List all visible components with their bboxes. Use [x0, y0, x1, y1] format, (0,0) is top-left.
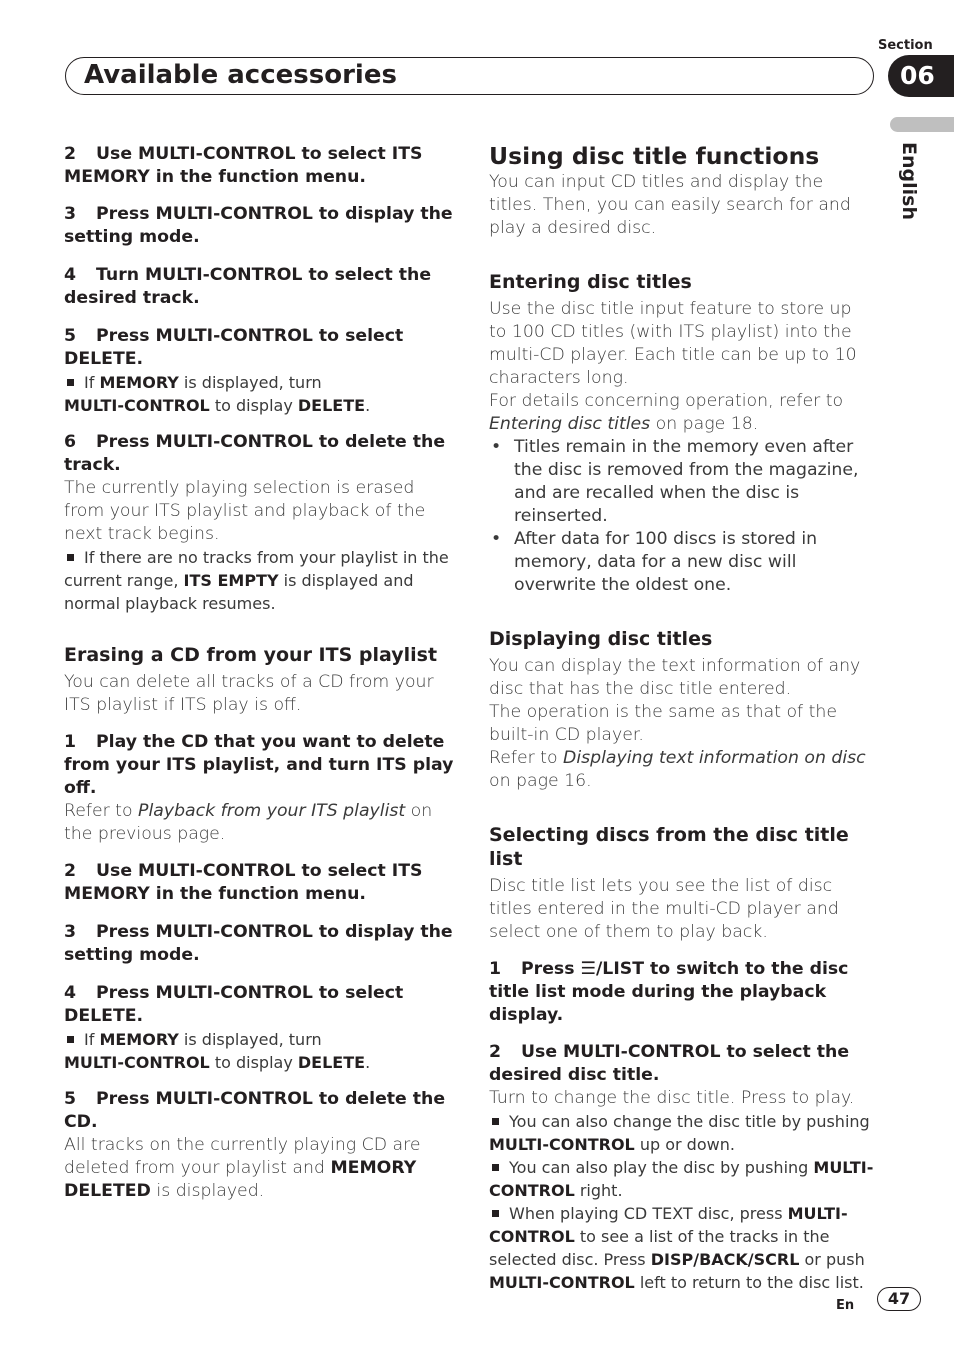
paragraph: The currently playing selection is erased from your ITS playlist and playback of the next track begins.: [64, 478, 426, 544]
paragraph: All tracks on the currently playing CD are deleted from your playlist and MEMORY DELETED is displayed.: [64, 1135, 421, 1201]
bullet-item: • Titles remain in the memory even after the disc is removed from the magazine, and are recalled when the disc is reinserted.: [489, 436, 874, 528]
paragraph: For details concerning operation, refer to Entering disc titles on page 18.: [489, 391, 844, 434]
note: You can also change the disc title by pushing MULTI-CONTROL up or down.: [489, 1112, 870, 1154]
step: 5 Press MULTI-CONTROL to select DELETE.: [64, 326, 404, 369]
step: 3 Press MULTI-CONTROL to display the setting mode.: [64, 922, 453, 965]
note: You can also play the disc by pushing MULTI-CONTROL right.: [489, 1158, 874, 1200]
paragraph: You can delete all tracks of a CD from your ITS playlist if ITS play is off.: [64, 672, 434, 715]
step: 3 Press MULTI-CONTROL to display the setting mode.: [64, 204, 453, 247]
language-tab-bar: [890, 117, 954, 132]
note: If MEMORY is displayed, turn MULTI-CONTROL to display DELETE.: [64, 1030, 371, 1072]
page-title: Available accessories: [84, 60, 397, 90]
section-heading: Using disc title functions: [489, 142, 820, 170]
step: 5 Press MULTI-CONTROL to delete the CD.: [64, 1089, 446, 1132]
subheading: Erasing a CD from your ITS playlist: [64, 644, 438, 666]
step: 4 Turn MULTI-CONTROL to select the desired track.: [64, 265, 432, 308]
note: When playing CD TEXT disc, press MULTI-CONTROL to see a list of the tracks in the selected disc. Press DISP/BACK/SCRL or push MULTI-CONTROL left to return to the disc list.: [489, 1204, 865, 1292]
step: 6 Press MULTI-CONTROL to delete the track.: [64, 432, 446, 475]
note-square-icon: [67, 379, 74, 386]
paragraph: Use the disc title input feature to store up to 100 CD titles (with ITS playlist) into the multi-CD player. Each title can be up to 10 characters long.: [489, 299, 857, 388]
note: If MEMORY is displayed, turn MULTI-CONTROL to display DELETE.: [64, 373, 371, 415]
right-column: [489, 141, 874, 1294]
step: 1 Play the CD that you want to delete from your ITS playlist, and turn ITS play off.: [64, 732, 454, 798]
note-square-icon: [67, 554, 74, 561]
note: If there are no tracks from your playlist in the current range, ITS EMPTY is displayed and normal playback resumes.: [64, 548, 449, 613]
left-column: [64, 143, 459, 1203]
paragraph: The operation is the same as that of the built-in CD player.: [489, 702, 837, 745]
note-square-icon: [492, 1164, 499, 1171]
language-label: English: [898, 142, 920, 220]
note-square-icon: [67, 1036, 74, 1043]
subheading: Displaying disc titles: [489, 628, 713, 650]
step: 2 Use MULTI-CONTROL to select ITS MEMORY in the function menu.: [64, 144, 423, 187]
page-number: 47: [877, 1287, 921, 1311]
section-number-badge: 06: [888, 55, 954, 97]
note-square-icon: [492, 1210, 499, 1217]
footer-language-code: En: [836, 1298, 855, 1313]
note-square-icon: [492, 1118, 499, 1125]
paragraph: Refer to Playback from your ITS playlist on the previous page.: [64, 801, 433, 844]
step: 2 Use MULTI-CONTROL to select the desired disc title.: [489, 1042, 850, 1085]
bullet-item: • After data for 100 discs is stored in memory, data for a new disc will overwrite the oldest one.: [489, 528, 874, 597]
list-icon: ☰: [580, 959, 596, 979]
step: 4 Press MULTI-CONTROL to select DELETE.: [64, 983, 404, 1026]
subheading: Selecting discs from the disc title list: [489, 824, 849, 870]
paragraph: You can display the text information of any disc that has the disc title entered.: [489, 656, 861, 699]
paragraph: Refer to Displaying text information on disc on page 16.: [489, 748, 866, 791]
step: 1 Press ☰/LIST to switch to the disc title list mode during the playback display.: [489, 959, 849, 1025]
section-label: Section: [878, 38, 933, 53]
paragraph: Disc title list lets you see the list of disc titles entered in the multi-CD player and select one of them to play back.: [489, 876, 839, 942]
paragraph: Turn to change the disc title. Press to play.: [489, 1088, 855, 1108]
step: 2 Use MULTI-CONTROL to select ITS MEMORY in the function menu.: [64, 861, 423, 904]
subheading: Entering disc titles: [489, 271, 692, 293]
paragraph: You can input CD titles and display the titles. Then, you can easily search for and play a desired disc.: [489, 172, 851, 238]
